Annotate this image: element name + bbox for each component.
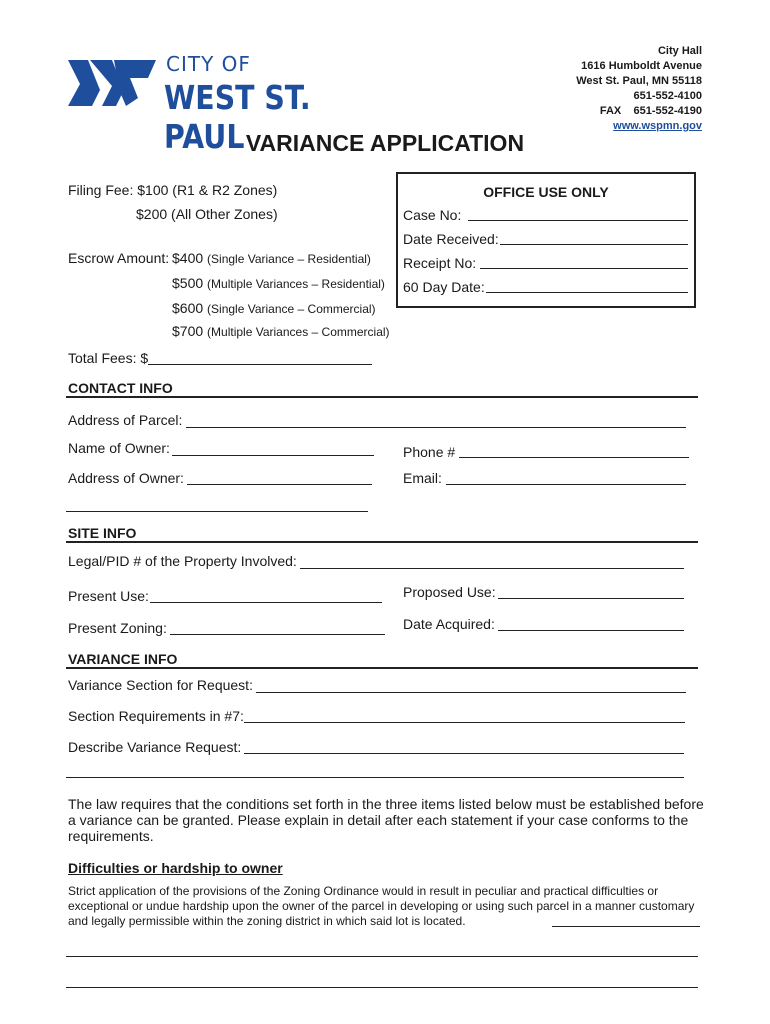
office-use-title: OFFICE USE ONLY xyxy=(483,184,609,200)
hardship-answer-line[interactable] xyxy=(66,987,698,988)
describe-variance-line2-field[interactable] xyxy=(66,763,684,778)
section-divider xyxy=(66,396,698,398)
describe-variance-field[interactable] xyxy=(244,739,684,754)
hardship-text: Strict application of the provisions of the Zoning Ordinance would in result in peculiar and practical difficulties or exceptional or undue hardship upon the owner of the parcel in developing or using such parcel in a manner customary and legally permissible within the zoning district in which said lot is located. xyxy=(68,884,695,928)
header-website-link[interactable]: www.wspmn.gov xyxy=(613,120,702,132)
present-use-field[interactable] xyxy=(150,588,382,603)
filing-fee-other: $200 (All Other Zones) xyxy=(136,206,278,222)
phone-field[interactable] xyxy=(459,443,689,458)
address-owner-label: Address of Owner: xyxy=(68,470,184,486)
escrow-label: Escrow Amount: xyxy=(68,250,170,266)
present-zoning-field[interactable] xyxy=(170,620,385,635)
section-requirements-field[interactable] xyxy=(244,708,685,723)
present-zoning-label: Present Zoning: xyxy=(68,620,167,636)
present-use-label: Present Use: xyxy=(68,588,149,604)
header-fax: 651-552-4190 xyxy=(633,105,702,117)
escrow-amount: $600 xyxy=(172,300,204,316)
legal-pid-label: Legal/PID # of the Property Involved: xyxy=(68,553,297,569)
escrow-amount: $500 xyxy=(172,275,204,291)
law-requirements-text: The law requires that the conditions set forth in the three items listed below must be established before a variance can be granted. Please explain in detail after each statement if your case conforms to the requirements. xyxy=(68,796,704,844)
site-info-heading: SITE INFO xyxy=(68,525,137,541)
sixty-day-date-field[interactable] xyxy=(486,278,688,293)
header-city: West St. Paul, MN 55118 xyxy=(576,75,702,87)
address-owner-field[interactable] xyxy=(187,470,372,485)
receipt-no-label: Receipt No: xyxy=(403,255,477,271)
describe-variance-label: Describe Variance Request: xyxy=(68,739,242,755)
phone-label: Phone # xyxy=(403,444,456,460)
case-no-label: Case No: xyxy=(403,207,462,223)
escrow-desc: (Single Variance – Commercial) xyxy=(207,302,376,316)
case-no-field[interactable] xyxy=(468,206,688,221)
filing-fee-label: Filing Fee: $100 (R1 & R2 Zones) xyxy=(68,182,278,198)
name-owner-label: Name of Owner: xyxy=(68,440,170,456)
header-contact-block xyxy=(576,44,702,134)
proposed-use-field[interactable] xyxy=(498,584,684,599)
logo-mark-icon xyxy=(66,52,158,112)
date-received-label: Date Received: xyxy=(403,231,499,247)
city-logo xyxy=(66,52,356,156)
logo-city-name: WEST ST. PAUL xyxy=(164,78,311,156)
escrow-desc: (Single Variance – Residential) xyxy=(207,252,371,266)
escrow-item xyxy=(172,250,371,266)
escrow-desc: (Multiple Variances – Residential) xyxy=(207,277,385,291)
page-title: VARIANCE APPLICATION xyxy=(245,130,525,156)
variance-section-label: Variance Section for Request: xyxy=(68,677,253,693)
escrow-amount: $700 xyxy=(172,323,204,339)
header-fax-label: FAX xyxy=(599,105,622,117)
header-street: 1616 Humboldt Avenue xyxy=(581,60,702,72)
date-received-field[interactable] xyxy=(500,230,688,245)
hardship-answer-field[interactable] xyxy=(552,926,700,927)
date-acquired-field[interactable] xyxy=(498,616,684,631)
name-owner-field[interactable] xyxy=(172,441,374,456)
total-fees-label: Total Fees: $ xyxy=(68,350,149,366)
escrow-item xyxy=(172,300,376,316)
escrow-desc: (Multiple Variances – Commercial) xyxy=(207,325,390,339)
header-fax-row xyxy=(576,104,702,119)
legal-pid-field[interactable] xyxy=(300,554,684,569)
proposed-use-label: Proposed Use: xyxy=(403,584,496,600)
address-owner-line2-field[interactable] xyxy=(66,497,368,512)
variance-section-field[interactable] xyxy=(256,678,686,693)
escrow-item xyxy=(172,275,385,291)
total-fees-field[interactable] xyxy=(148,350,372,365)
section-divider xyxy=(66,667,698,669)
section-divider xyxy=(66,541,698,543)
sixty-day-date-label: 60 Day Date: xyxy=(403,279,485,295)
variance-info-heading: VARIANCE INFO xyxy=(68,651,178,667)
header-phone: 651-552-4100 xyxy=(633,90,702,102)
email-label: Email: xyxy=(403,470,442,486)
escrow-item xyxy=(172,323,390,339)
email-field[interactable] xyxy=(446,470,686,485)
contact-info-heading: CONTACT INFO xyxy=(68,380,173,396)
section-requirements-label: Section Requirements in #7: xyxy=(68,708,244,724)
header-org: City Hall xyxy=(657,45,702,57)
hardship-answer-line[interactable] xyxy=(66,956,698,957)
address-parcel-field[interactable] xyxy=(186,413,686,428)
receipt-no-field[interactable] xyxy=(480,254,688,269)
hardship-heading: Difficulties or hardship to owner xyxy=(68,860,283,876)
escrow-amount: $400 xyxy=(172,250,204,266)
address-parcel-label: Address of Parcel: xyxy=(68,412,183,428)
date-acquired-label: Date Acquired: xyxy=(403,616,495,632)
logo-city-of: CITY OF xyxy=(166,52,251,76)
